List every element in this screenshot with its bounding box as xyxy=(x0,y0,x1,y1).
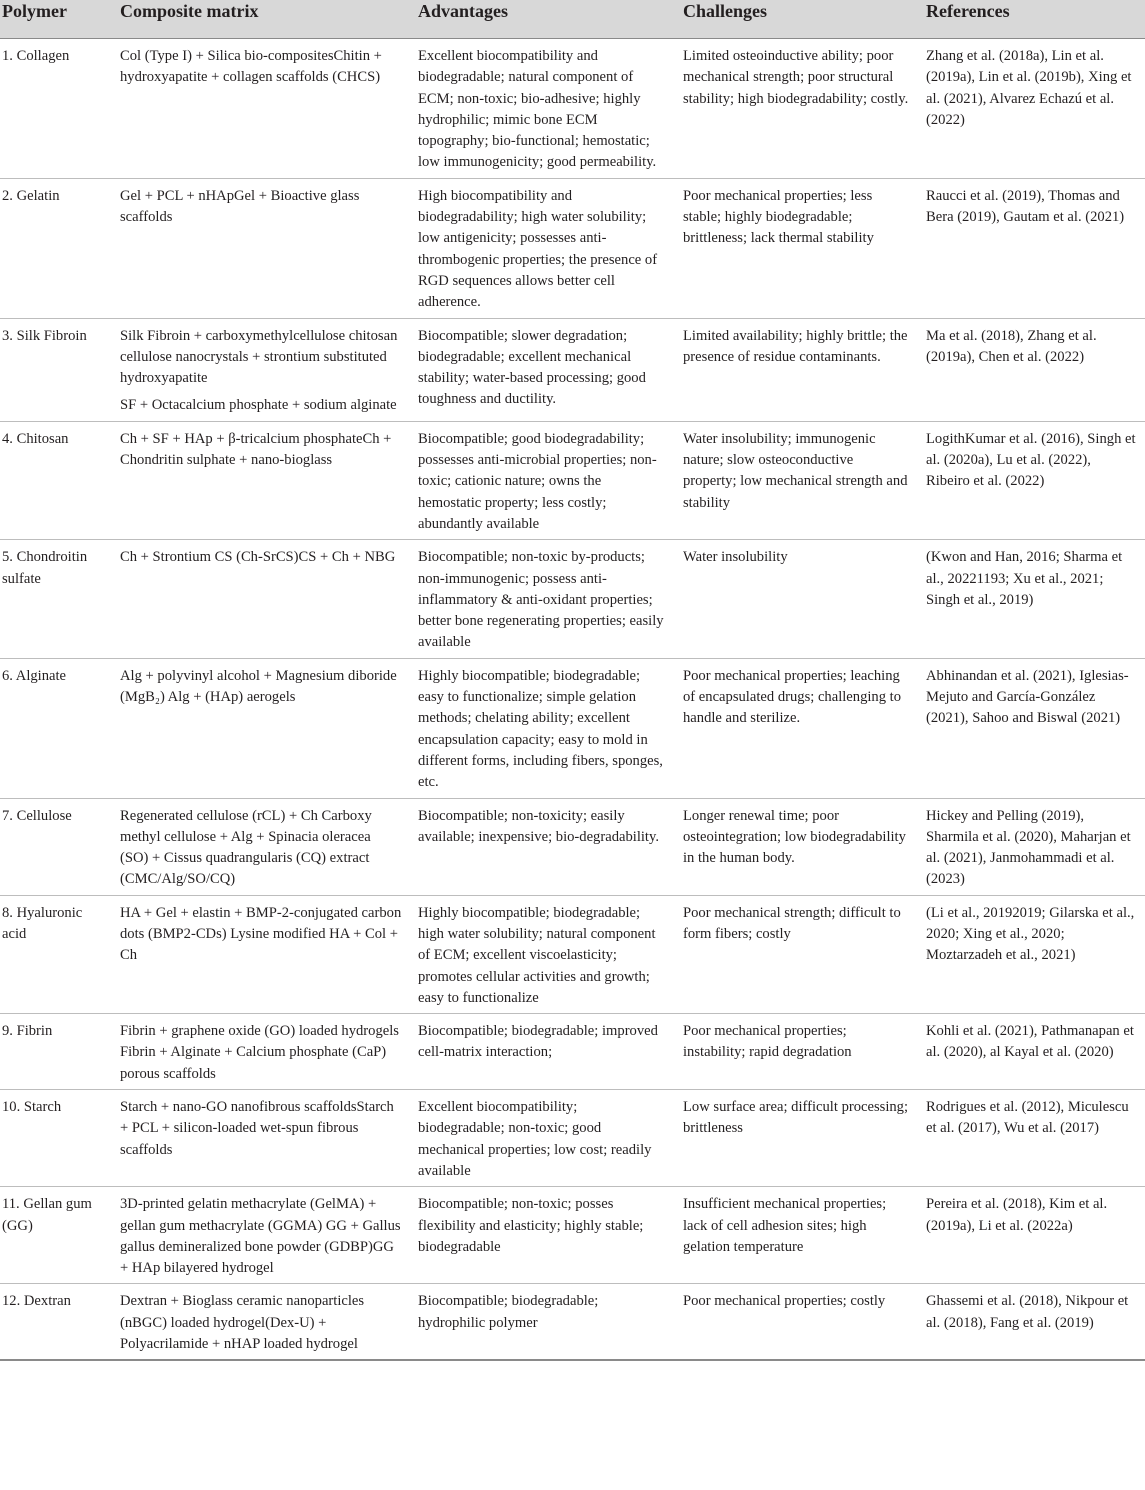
cell-challenges: Insufficient mechanical properties; lack of cell adhesion sites; high gelation temperature xyxy=(675,1187,918,1284)
matrix-paragraph: HA + Gel + elastin + BMP-2-conjugated carbon dots (BMP2-CDs) Lysine modified HA + Col + Ch xyxy=(120,904,402,964)
matrix-paragraph: SF + Octacalcium phosphate + sodium alginate xyxy=(120,397,397,414)
header-challenges: Challenges xyxy=(675,0,918,39)
cell-composite-matrix xyxy=(112,178,410,318)
cell-advantages: High biocompatibility and biodegradability; high water solubility; low antigenicity; possesses anti-thrombogenic properties; the presence of RGD sequences allows better cell adherence. xyxy=(410,178,675,318)
cell-polymer: 6. Alginate xyxy=(0,658,112,798)
table-row xyxy=(0,421,1145,539)
cell-advantages: Highly biocompatible; biodegradable; high water solubility; natural component of ECM; excellent viscoelasticity; promotes cellular activities and growth; easy to functionalize xyxy=(410,895,675,1013)
cell-advantages: Biocompatible; non-toxic; posses flexibility and elasticity; highly stable; biodegradable xyxy=(410,1187,675,1284)
cell-composite-matrix xyxy=(112,1187,410,1284)
cell-references: Ma et al. (2018), Zhang et al. (2019a), Chen et al. (2022) xyxy=(918,318,1145,421)
header-composite-matrix: Composite matrix xyxy=(112,0,410,39)
cell-advantages: Biocompatible; non-toxic by-products; non-immunogenic; possess anti-inflammatory & anti-oxidant properties; better bone regenerating properties; easily available xyxy=(410,540,675,658)
table-row xyxy=(0,1284,1145,1360)
table-body xyxy=(0,39,1145,1361)
cell-references: Rodrigues et al. (2012), Miculescu et al. (2017), Wu et al. (2017) xyxy=(918,1090,1145,1187)
cell-advantages: Excellent biocompatibility and biodegradable; natural component of ECM; non-toxic; bio-adhesive; highly hydrophilic; mimic bone ECM topography; bio-functional; hemostatic; low immunogenicity; good permeability. xyxy=(410,39,675,179)
cell-composite-matrix xyxy=(112,39,410,179)
cell-challenges: Limited osteoinductive ability; poor mechanical strength; poor structural stability; high biodegradability; costly. xyxy=(675,39,918,179)
cell-advantages: Highly biocompatible; biodegradable; easy to functionalize; simple gelation methods; chelating ability; excellent encapsulation capacity; easy to mold in different forms, including fibers, sponges, etc. xyxy=(410,658,675,798)
cell-composite-matrix xyxy=(112,318,410,421)
cell-composite-matrix xyxy=(112,1284,410,1360)
cell-challenges: Water insolubility xyxy=(675,540,918,658)
cell-challenges: Longer renewal time; poor osteointegration; low biodegradability in the human body. xyxy=(675,798,918,895)
cell-polymer: 9. Fibrin xyxy=(0,1014,112,1090)
cell-polymer: 10. Starch xyxy=(0,1090,112,1187)
matrix-paragraph: 3D-printed gelatin methacrylate (GelMA) + gellan gum methacrylate (GGMA) GG + Gallus gallus demineralized bone powder (GDBP)GG + HAp bilayered hydrogel xyxy=(120,1196,401,1277)
matrix-paragraph: Regenerated cellulose (rCL) + Ch Carboxy methyl cellulose + Alg + Spinacia oleracea (SO) + Cissus quadrangularis (CQ) extract (CMC/Alg/SO/CQ) xyxy=(120,807,372,888)
cell-polymer: 7. Cellulose xyxy=(0,798,112,895)
cell-polymer: 2. Gelatin xyxy=(0,178,112,318)
cell-challenges: Poor mechanical properties; less stable; highly biodegradable; brittleness; lack thermal stability xyxy=(675,178,918,318)
cell-references: Kohli et al. (2021), Pathmanapan et al. (2020), al Kayal et al. (2020) xyxy=(918,1014,1145,1090)
cell-polymer: 5. Chondroitin sulfate xyxy=(0,540,112,658)
matrix-paragraph: Ch + Strontium CS (Ch-SrCS)CS + Ch + NBG xyxy=(120,549,396,566)
cell-composite-matrix xyxy=(112,895,410,1013)
cell-challenges: Poor mechanical properties; instability; rapid degradation xyxy=(675,1014,918,1090)
table-row xyxy=(0,1090,1145,1187)
header-advantages: Advantages xyxy=(410,0,675,39)
cell-challenges: Poor mechanical strength; difficult to form fibers; costly xyxy=(675,895,918,1013)
cell-advantages: Excellent biocompatibility; biodegradable; non-toxic; good mechanical properties; low cost; readily available xyxy=(410,1090,675,1187)
cell-advantages: Biocompatible; slower degradation; biodegradable; excellent mechanical stability; water-based processing; good toughness and ductility. xyxy=(410,318,675,421)
table-row xyxy=(0,178,1145,318)
matrix-paragraph: Dextran + Bioglass ceramic nanoparticles (nBGC) loaded hydrogel(Dex-U) + Polyacrilamide + nHAP loaded hydrogel xyxy=(120,1293,365,1353)
table-row xyxy=(0,318,1145,421)
cell-references: (Kwon and Han, 2016; Sharma et al., 20221193; Xu et al., 2021; Singh et al., 2019) xyxy=(918,540,1145,658)
cell-polymer: 12. Dextran xyxy=(0,1284,112,1360)
cell-references: (Li et al., 20192019; Gilarska et al., 2020; Xing et al., 2020; Moztarzadeh et al., 2021) xyxy=(918,895,1145,1013)
cell-composite-matrix xyxy=(112,1014,410,1090)
cell-advantages: Biocompatible; biodegradable; improved cell-matrix interaction; xyxy=(410,1014,675,1090)
cell-references: Hickey and Pelling (2019), Sharmila et al. (2020), Maharjan et al. (2021), Janmohammadi et al. (2023) xyxy=(918,798,1145,895)
table-row xyxy=(0,1187,1145,1284)
matrix-paragraph: Gel + PCL + nHApGel + Bioactive glass scaffolds xyxy=(120,187,360,226)
cell-challenges: Low surface area; difficult processing; brittleness xyxy=(675,1090,918,1187)
cell-advantages: Biocompatible; non-toxicity; easily available; inexpensive; bio-degradability. xyxy=(410,798,675,895)
matrix-paragraph: Starch + nano-GO nanofibrous scaffoldsStarch + PCL + silicon-loaded wet-spun fibrous scaffolds xyxy=(120,1099,394,1158)
cell-references: Raucci et al. (2019), Thomas and Bera (2019), Gautam et al. (2021) xyxy=(918,178,1145,318)
cell-composite-matrix xyxy=(112,1090,410,1187)
header-polymer: Polymer xyxy=(0,0,112,39)
cell-composite-matrix xyxy=(112,658,410,798)
cell-polymer: 8. Hyaluronic acid xyxy=(0,895,112,1013)
cell-composite-matrix xyxy=(112,421,410,539)
cell-references: Ghassemi et al. (2018), Nikpour et al. (2018), Fang et al. (2019) xyxy=(918,1284,1145,1360)
table-row xyxy=(0,658,1145,798)
table-row xyxy=(0,39,1145,179)
table-row xyxy=(0,895,1145,1013)
cell-references: Zhang et al. (2018a), Lin et al. (2019a), Lin et al. (2019b), Xing et al. (2021), Alvarez Echazú et al. (2022) xyxy=(918,39,1145,179)
cell-composite-matrix xyxy=(112,798,410,895)
cell-references: Abhinandan et al. (2021), Iglesias-Mejuto and García-González (2021), Sahoo and Biswal (2021) xyxy=(918,658,1145,798)
matrix-paragraph: Ch + SF + HAp + β-tricalcium phosphateCh + Chondritin sulphate + nano-bioglass xyxy=(120,430,392,469)
cell-references: Pereira et al. (2018), Kim et al. (2019a), Li et al. (2022a) xyxy=(918,1187,1145,1284)
cell-composite-matrix xyxy=(112,540,410,658)
table-header xyxy=(0,0,1145,39)
cell-advantages: Biocompatible; good biodegradability; possesses anti-microbial properties; non-toxic; cationic nature; owns the hemostatic property; less costly; abundantly available xyxy=(410,421,675,539)
matrix-paragraph: Col (Type I) + Silica bio-compositesChitin + hydroxyapatite + collagen scaffolds (CHCS) xyxy=(120,48,382,86)
table-row xyxy=(0,1014,1145,1090)
cell-challenges: Limited availability; highly brittle; the presence of residue contaminants. xyxy=(675,318,918,421)
matrix-paragraph: Alg + polyvinyl alcohol + Magnesium diboride (MgB₂) Alg + (HAp) aerogels xyxy=(120,667,397,706)
header-references: References xyxy=(918,0,1145,39)
cell-polymer: 4. Chitosan xyxy=(0,421,112,539)
table-row xyxy=(0,798,1145,895)
cell-polymer: 3. Silk Fibroin xyxy=(0,318,112,421)
table-row xyxy=(0,540,1145,658)
cell-challenges: Poor mechanical properties; costly xyxy=(675,1284,918,1360)
cell-advantages: Biocompatible; biodegradable; hydrophilic polymer xyxy=(410,1284,675,1360)
matrix-paragraph: Silk Fibroin + carboxymethylcellulose chitosan cellulose nanocrystals + strontium substituted hydroxyapatite xyxy=(120,327,398,387)
cell-references: LogithKumar et al. (2016), Singh et al. (2020a), Lu et al. (2022), Ribeiro et al. (2022) xyxy=(918,421,1145,539)
cell-challenges: Poor mechanical properties; leaching of encapsulated drugs; challenging to handle and sterilize. xyxy=(675,658,918,798)
cell-polymer: 11. Gellan gum (GG) xyxy=(0,1187,112,1284)
header-row xyxy=(0,0,1145,39)
cell-challenges: Water insolubility; immunogenic nature; slow osteoconductive property; low mechanical strength and stability xyxy=(675,421,918,539)
matrix-paragraph: Fibrin + graphene oxide (GO) loaded hydrogels Fibrin + Alginate + Calcium phosphate (CaP) porous scaffolds xyxy=(120,1023,399,1082)
cell-polymer: 1. Collagen xyxy=(0,39,112,179)
